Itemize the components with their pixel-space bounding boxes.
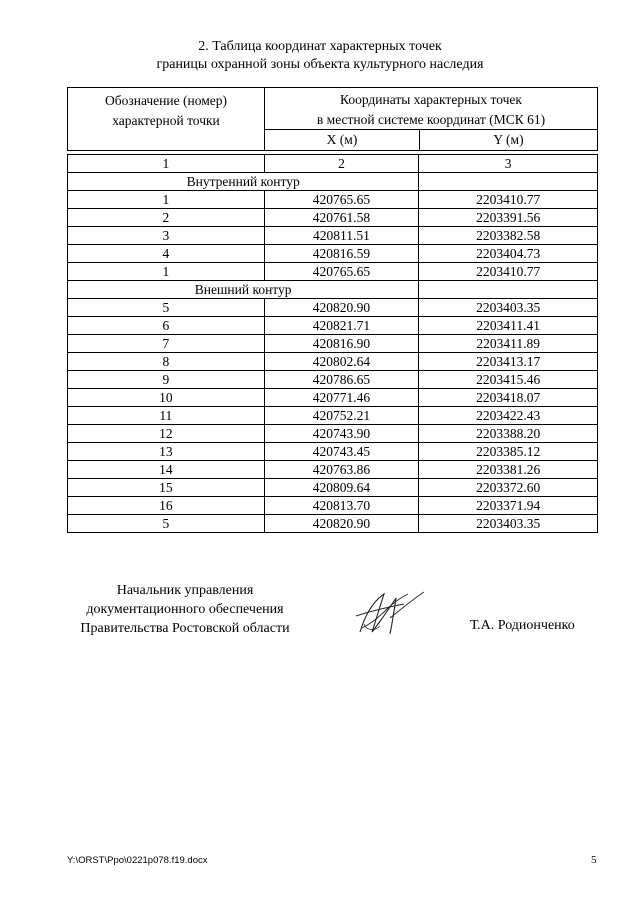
x-coordinate-cell: 420743.90 xyxy=(265,425,420,442)
x-coordinate-cell: 420813.70 xyxy=(265,497,420,514)
x-coordinate-cell: 420743.45 xyxy=(265,443,420,460)
y-coordinate-cell: 2203411.89 xyxy=(419,335,598,352)
document-title xyxy=(0,38,640,74)
title-line-1: 2. Таблица координат характерных точек xyxy=(198,39,442,54)
y-coordinate-cell: 2203382.58 xyxy=(419,227,598,244)
numbering-cell-2: 2 xyxy=(265,155,420,172)
x-coordinate-cell: 420821.71 xyxy=(265,317,420,334)
signer-position-line-2: документационного обеспечения xyxy=(86,602,284,617)
numbering-cell-3: 3 xyxy=(419,155,598,172)
numbering-row xyxy=(68,155,598,173)
point-number-cell: 15 xyxy=(68,479,265,496)
point-number-cell: 2 xyxy=(68,209,265,226)
x-coordinate-cell: 420752.21 xyxy=(265,407,420,424)
inner-contour-row xyxy=(68,263,598,281)
outer-contour-row xyxy=(68,335,598,353)
outer-contour-row xyxy=(68,407,598,425)
point-number-cell: 6 xyxy=(68,317,265,334)
point-number-cell: 1 xyxy=(68,263,265,280)
point-number-cell: 11 xyxy=(68,407,265,424)
inner-contour-row xyxy=(68,227,598,245)
header-coordinates-line-2: в местной системе координат (МСК 61) xyxy=(316,112,546,127)
x-coordinate-cell: 420761.58 xyxy=(265,209,420,226)
y-coordinate-cell: 2203410.77 xyxy=(419,191,598,208)
y-coordinate-cell: 2203385.12 xyxy=(419,443,598,460)
outer-contour-empty xyxy=(419,281,598,298)
x-coordinate-cell: 420820.90 xyxy=(265,515,420,532)
y-coordinate-cell: 2203410.77 xyxy=(419,263,598,280)
x-coordinate-cell: 420802.64 xyxy=(265,353,420,370)
point-number-cell: 12 xyxy=(68,425,265,442)
inner-contour-empty xyxy=(419,173,598,190)
outer-contour-row xyxy=(68,443,598,461)
outer-contour-label: Внешний контур xyxy=(68,281,419,298)
y-coordinate-cell: 2203371.94 xyxy=(419,497,598,514)
x-coordinate-cell: 420811.51 xyxy=(265,227,420,244)
outer-contour-row xyxy=(68,461,598,479)
outer-contour-row xyxy=(68,299,598,317)
signer-position-line-3: Правительства Ростовской области xyxy=(80,621,290,636)
point-number-cell: 1 xyxy=(68,191,265,208)
inner-contour-rows xyxy=(68,191,598,281)
outer-contour-row xyxy=(68,353,598,371)
y-coordinate-cell: 2203391.56 xyxy=(419,209,598,226)
outer-contour-row xyxy=(68,389,598,407)
coordinates-table xyxy=(67,154,598,533)
point-number-cell: 10 xyxy=(68,389,265,406)
signer-position xyxy=(60,581,310,638)
y-coordinate-cell: 2203404.73 xyxy=(419,245,598,262)
y-coordinate-cell: 2203403.35 xyxy=(419,299,598,316)
outer-contour-row xyxy=(68,515,598,533)
inner-contour-label: Внутренний контур xyxy=(68,173,419,190)
page-number: 5 xyxy=(591,854,597,866)
y-coordinate-cell: 2203388.20 xyxy=(419,425,598,442)
x-coordinate-cell: 420771.46 xyxy=(265,389,420,406)
x-coordinate-cell: 420786.65 xyxy=(265,371,420,388)
title-line-2: границы охранной зоны объекта культурного наследия xyxy=(156,57,484,72)
numbering-cell-1: 1 xyxy=(68,155,265,172)
point-number-cell: 5 xyxy=(68,515,265,532)
x-coordinate-cell: 420820.90 xyxy=(265,299,420,316)
point-number-cell: 14 xyxy=(68,461,265,478)
inner-contour-row xyxy=(68,245,598,263)
y-coordinate-cell: 2203413.17 xyxy=(419,353,598,370)
header-designation-line-2: характерной точки xyxy=(112,113,220,128)
table-header xyxy=(67,87,598,151)
point-number-cell: 3 xyxy=(68,227,265,244)
x-coordinate-cell: 420809.64 xyxy=(265,479,420,496)
x-coordinate-cell: 420765.65 xyxy=(265,263,420,280)
signer-position-line-1: Начальник управления xyxy=(116,583,254,598)
footer-file-path: Y:\ORST\Ppo\0221p078.f19.docx xyxy=(67,855,208,866)
point-number-cell: 9 xyxy=(68,371,265,388)
x-coordinate-cell: 420816.59 xyxy=(265,245,420,262)
y-coordinate-cell: 2203418.07 xyxy=(419,389,598,406)
outer-contour-row xyxy=(68,317,598,335)
point-number-cell: 13 xyxy=(68,443,265,460)
point-number-cell: 16 xyxy=(68,497,265,514)
outer-contour-row xyxy=(68,479,598,497)
y-coordinate-cell: 2203381.26 xyxy=(419,461,598,478)
signer-name: Т.А. Родионченко xyxy=(470,618,575,633)
y-coordinate-cell: 2203403.35 xyxy=(419,515,598,532)
header-designation xyxy=(68,88,265,150)
x-coordinate-cell: 420765.65 xyxy=(265,191,420,208)
point-number-cell: 5 xyxy=(68,299,265,316)
header-coordinates-line-1: Координаты характерных точек xyxy=(340,92,522,107)
y-coordinate-cell: 2203372.60 xyxy=(419,479,598,496)
y-coordinate-cell: 2203422.43 xyxy=(419,407,598,424)
inner-contour-row xyxy=(68,209,598,227)
handwritten-signature xyxy=(350,588,430,638)
inner-contour-row xyxy=(68,173,598,191)
y-coordinate-cell: 2203411.41 xyxy=(419,317,598,334)
point-number-cell: 7 xyxy=(68,335,265,352)
x-coordinate-cell: 420763.86 xyxy=(265,461,420,478)
outer-contour-rows xyxy=(68,299,598,533)
header-y: Y (м) xyxy=(493,132,524,147)
outer-contour-row xyxy=(68,425,598,443)
point-number-cell: 8 xyxy=(68,353,265,370)
outer-contour-row xyxy=(68,371,598,389)
point-number-cell: 4 xyxy=(68,245,265,262)
outer-contour-row xyxy=(68,497,598,515)
inner-contour-row xyxy=(68,191,598,209)
x-coordinate-cell: 420816.90 xyxy=(265,335,420,352)
header-designation-line-1: Обозначение (номер) xyxy=(105,93,227,108)
y-coordinate-cell: 2203415.46 xyxy=(419,371,598,388)
header-coordinates xyxy=(265,88,597,130)
header-x: X (м) xyxy=(265,130,420,150)
outer-contour-row xyxy=(68,281,598,299)
